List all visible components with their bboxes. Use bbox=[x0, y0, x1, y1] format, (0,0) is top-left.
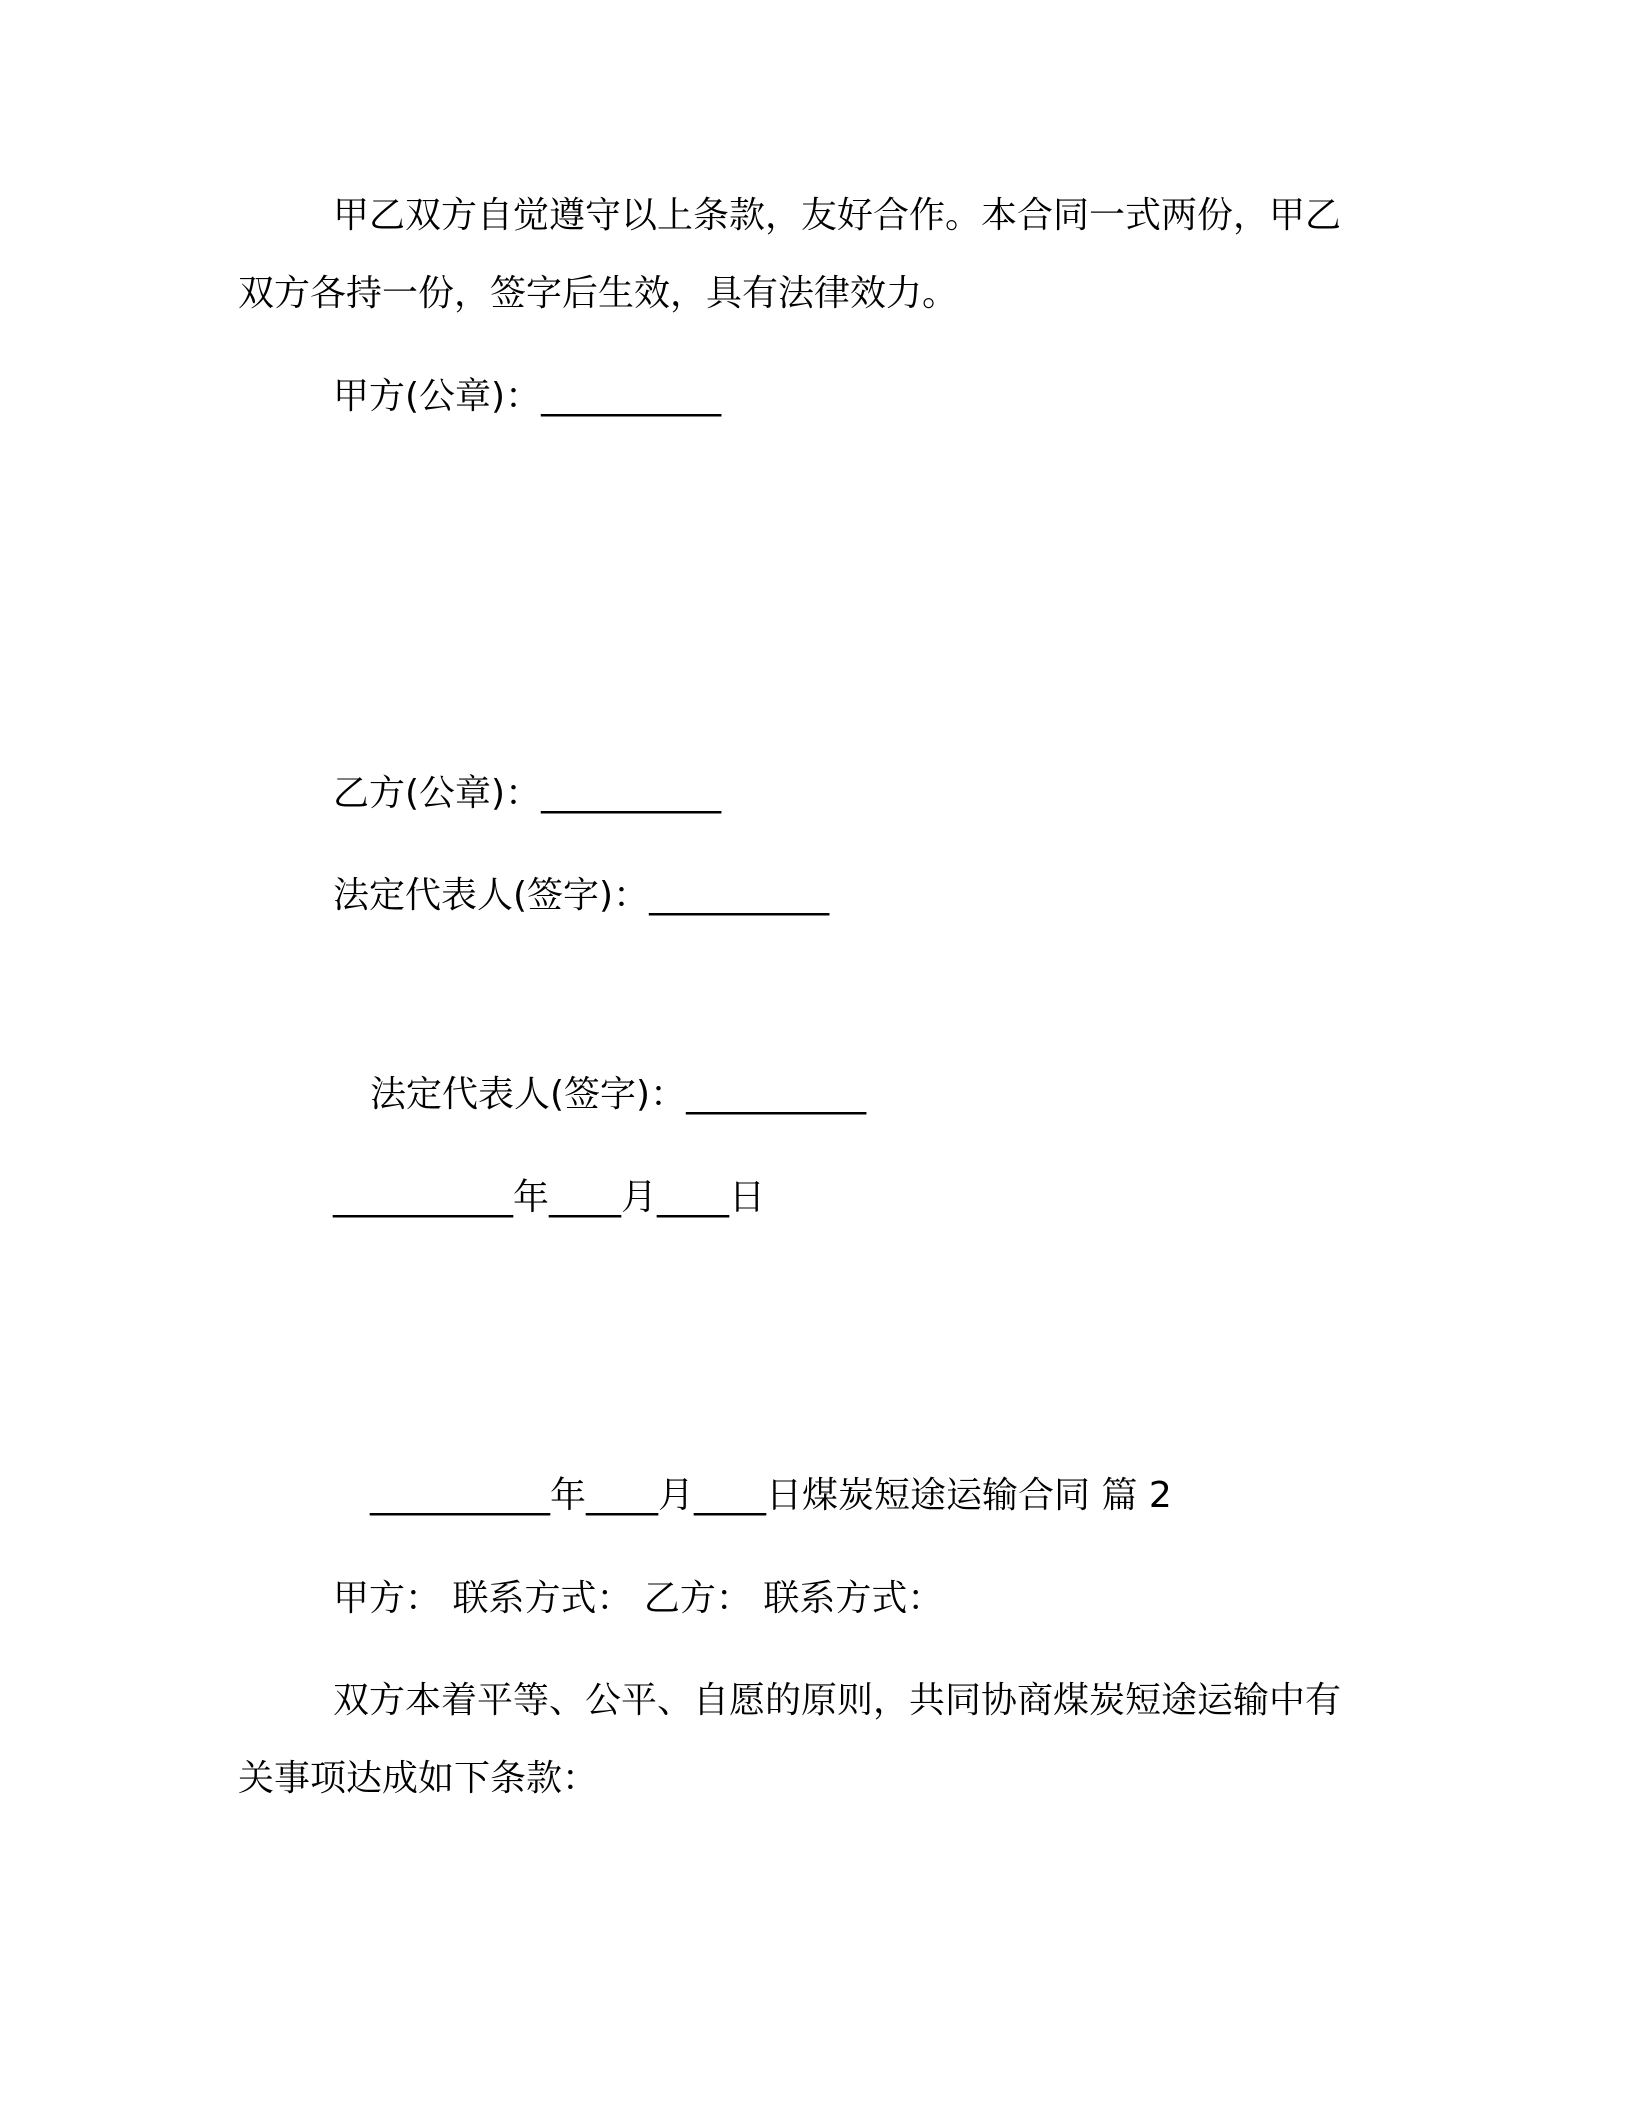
parties-contacts-line: 甲方： 联系方式： 乙方： 联系方式： bbox=[333, 1578, 944, 1619]
paragraph-2-line-2: 关事项达成如下条款： bbox=[238, 1758, 599, 1799]
section-title: __________年____月____日煤炭短途运输合同 篇 2 bbox=[370, 1475, 1172, 1516]
legal-representative-line-2: 法定代表人(签字)：__________ bbox=[370, 1074, 867, 1115]
party-a-seal-line: 甲方(公章)：__________ bbox=[333, 376, 722, 417]
paragraph-2-line-1: 双方本着平等、公平、自愿的原则，共同协商煤炭短途运输中有 bbox=[333, 1680, 1342, 1721]
paragraph-1-line-2: 双方各持一份，签字后生效，具有法律效力。 bbox=[238, 273, 959, 314]
date-line: __________年____月____日 bbox=[333, 1177, 765, 1218]
legal-representative-line-1: 法定代表人(签字)：__________ bbox=[333, 875, 830, 916]
paragraph-1-line-1: 甲乙双方自觉遵守以上条款，友好合作。本合同一式两份，甲乙 bbox=[333, 195, 1342, 236]
party-b-seal-line: 乙方(公章)：__________ bbox=[333, 773, 722, 814]
